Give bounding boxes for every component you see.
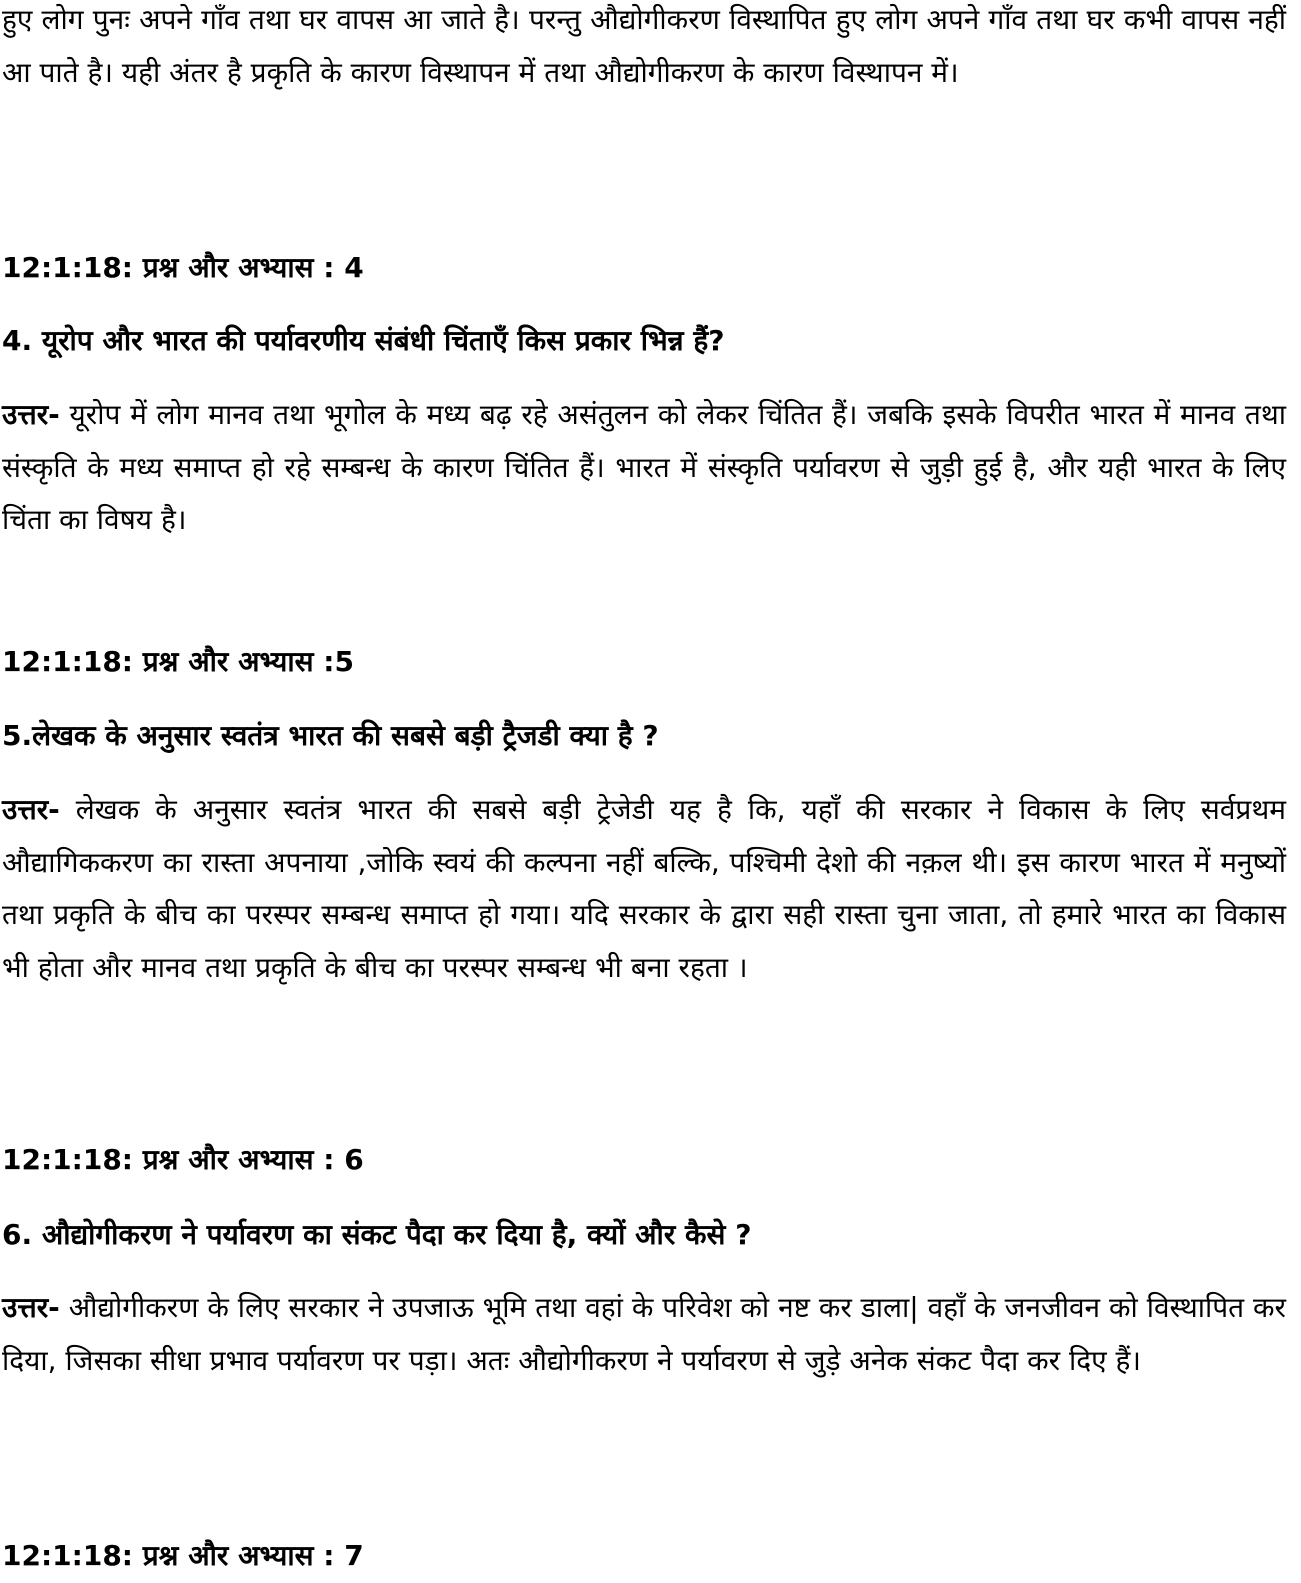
intro-paragraph (2, 0, 1286, 99)
question: 6. औद्योगीकरण ने पर्यावरण का संकट पैदा कर दिया है, क्यों और कैसे ? (2, 1218, 752, 1251)
answer-text: यूरोप में लोग मानव तथा भूगोल के मध्य बढ़ रहे असंतुलन को लेकर चिंतित हैं। जबकि इसके विपरीत भारत में मानव तथा संस्कृति के मध्य समाप्त हो रहे सम्बन्ध के कारण चिंतित हैं। भारत में संस्कृति पर्यावरण से जुड़ी हुई है, और यही भारत के लिए चिंता का विषय है। (2, 398, 1286, 536)
section-heading: 12:1:18: प्रश्न और अभ्यास : 6 (2, 1143, 364, 1176)
answer-paragraph (2, 1282, 1286, 1387)
answer-label: उत्तर- (2, 793, 60, 826)
section-heading: 12:1:18: प्रश्न और अभ्यास :5 (2, 645, 354, 678)
answer-label: उत्तर- (2, 398, 60, 431)
answer-text: लेखक के अनुसार स्वतंत्र भारत की सबसे बड़ी ट्रेजेडी यह है कि, यहाँ की सरकार ने विकास के लिए सर्वप्रथम औद्यागिककरण का रास्ता अपनाया ,जोकि स्वयं की कल्पना नहीं बल्कि, पश्चिमी देशो की नक़ल थी। इस कारण भारत में मनुष्यों तथा प्रकृति के बीच का परस्पर सम्बन्ध समाप्त हो गया। यदि सरकार के द्वारा सही रास्ता चुना जाता, तो हमारे भारत का विकास भी होता और मानव तथा प्रकृति के बीच का परस्पर सम्बन्ध भी बना रहता । (2, 793, 1286, 984)
answer-text: औद्योगीकरण के लिए सरकार ने उपजाऊ भूमि तथा वहां के परिवेश को नष्ट कर डाला| वहाँ के जनजीवन को विस्थापित कर दिया, जिसका सीधा प्रभाव पर्यावरण पर पड़ा। अतः औद्योगीकरण ने पर्यावरण से जुड़े अनेक संकट पैदा कर दिए हैं। (2, 1291, 1286, 1377)
section-heading: 12:1:18: प्रश्न और अभ्यास : 4 (2, 251, 364, 284)
question: 5.लेखक के अनुसार स्वतंत्र भारत की सबसे बड़ी ट्रैजडी क्या है ? (2, 719, 659, 752)
answer-paragraph (2, 784, 1286, 994)
section-heading: 12:1:18: प्रश्न और अभ्यास : 7 (2, 1539, 364, 1572)
intro-text: हुए लोग पुनः अपने गाँव तथा घर वापस आ जाते है। परन्तु औद्योगीकरण विस्थापित हुए लोग अपने गाँव तथा घर कभी वापस नहीं आ पाते है। यही अंतर है प्रकृति के कारण विस्थापन में तथा औद्योगीकरण के कारण विस्थापन में। (2, 3, 1286, 89)
answer-label: उत्तर- (2, 1291, 60, 1324)
question: 4. यूरोप और भारत की पर्यावरणीय संबंधी चिंताएँ किस प्रकार भिन्न हैं? (2, 324, 725, 357)
answer-paragraph (2, 389, 1286, 547)
